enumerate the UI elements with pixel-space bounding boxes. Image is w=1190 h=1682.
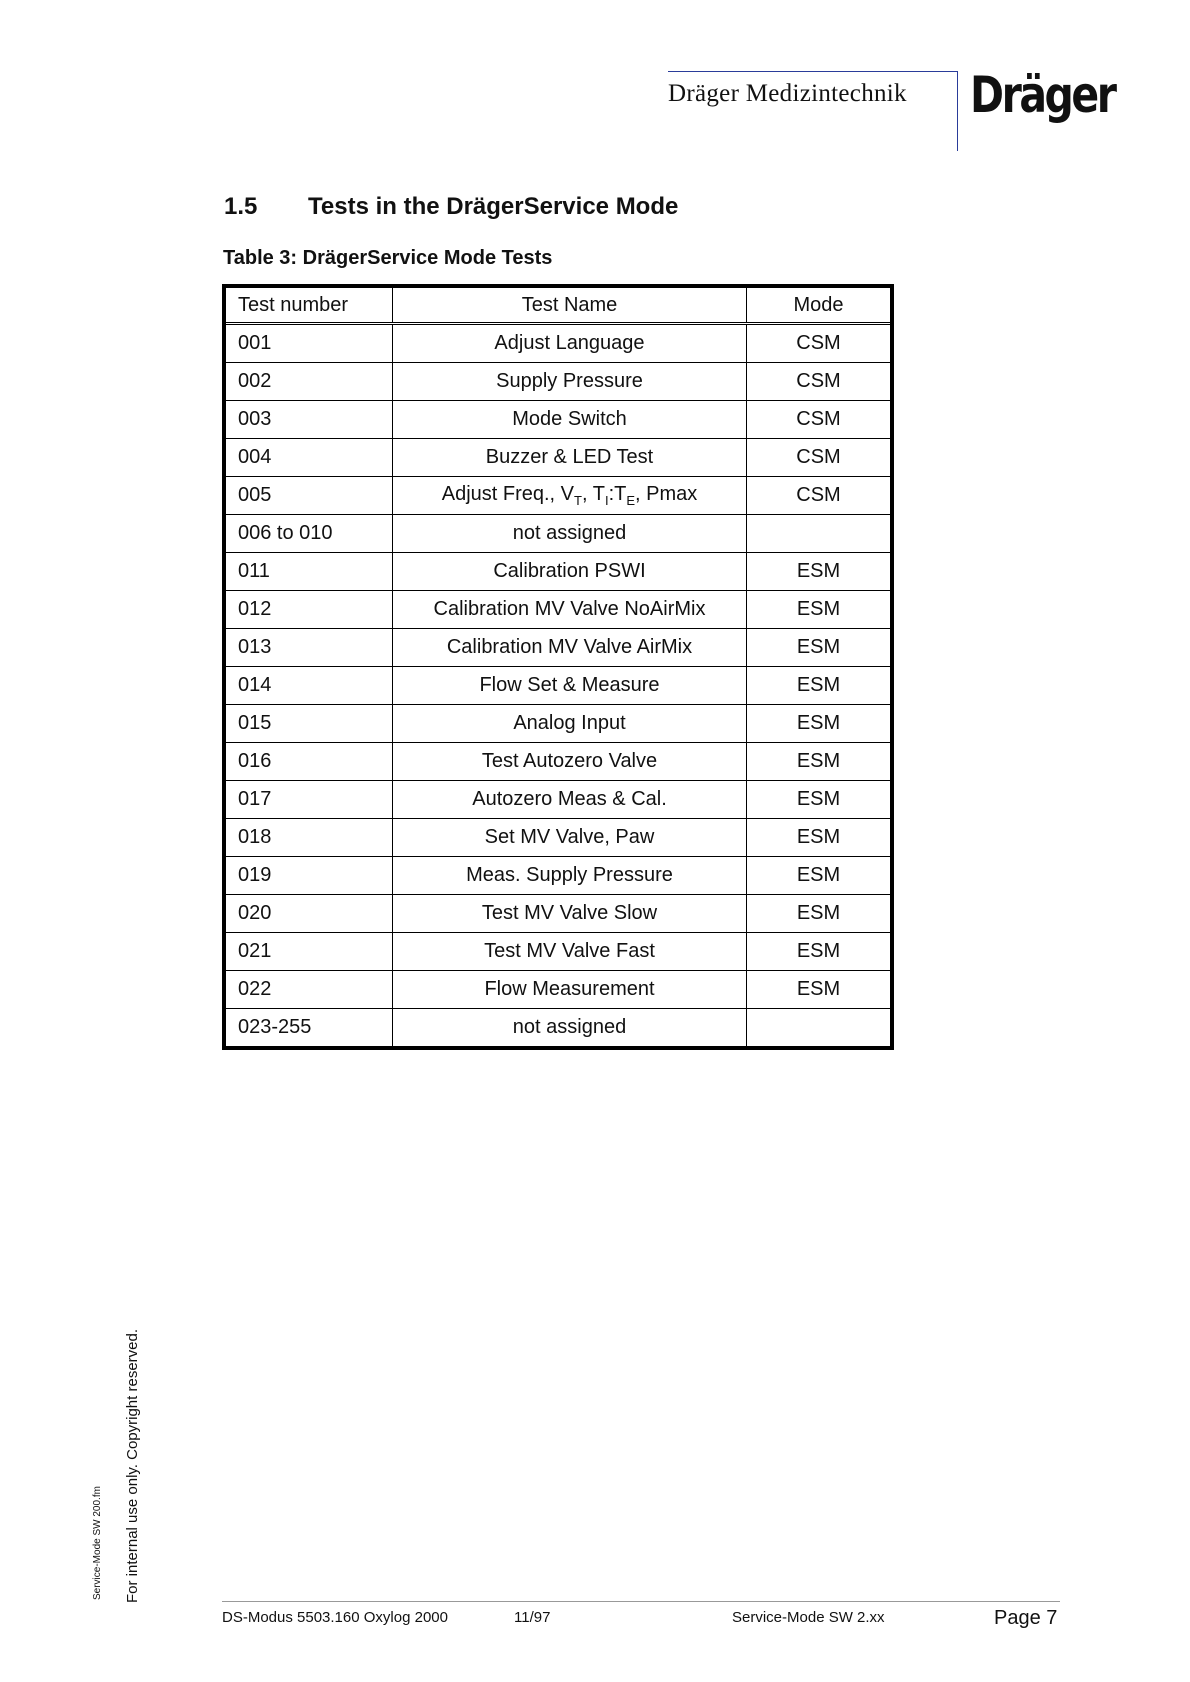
- cell-test-name: Autozero Meas & Cal.: [393, 781, 747, 819]
- footer-page-count: 11/97: [514, 1609, 551, 1626]
- cell-test-number: 004: [224, 439, 393, 477]
- cell-mode: ESM: [747, 819, 893, 857]
- cell-test-name: Mode Switch: [393, 401, 747, 439]
- cell-mode: [747, 1009, 893, 1049]
- cell-test-number: 006 to 010: [224, 515, 393, 553]
- cell-test-name: Adjust Language: [393, 324, 747, 363]
- table-row: [224, 324, 892, 363]
- cell-mode: ESM: [747, 933, 893, 971]
- cell-test-number: 011: [224, 553, 393, 591]
- cell-test-number: 002: [224, 363, 393, 401]
- table-row: [224, 401, 892, 439]
- cell-test-number: 018: [224, 819, 393, 857]
- cell-mode: CSM: [747, 439, 893, 477]
- cell-mode: ESM: [747, 667, 893, 705]
- footer-rule: [222, 1601, 1060, 1602]
- table-row: [224, 591, 892, 629]
- cell-test-name: Adjust Freq., $V_T$, $T_I:T_E$, Pmax: [393, 477, 747, 515]
- cell-test-name: Test MV Valve Fast: [393, 933, 747, 971]
- header-rule-vertical: [957, 71, 958, 151]
- cell-test-number: 013: [224, 629, 393, 667]
- cell-mode: CSM: [747, 363, 893, 401]
- footer-document: DS-Modus 5503.160 Oxylog 2000: [222, 1609, 448, 1626]
- cell-mode: ESM: [747, 629, 893, 667]
- table-row: [224, 553, 892, 591]
- footer-subject: Service-Mode SW 2.xx: [732, 1609, 885, 1626]
- table-row: [224, 857, 892, 895]
- header-test-name: Test Name: [393, 286, 747, 324]
- table-row: [224, 667, 892, 705]
- margin-copyright: For internal use only. Copyright reserved.: [124, 1328, 141, 1603]
- cell-test-number: 015: [224, 705, 393, 743]
- table-caption: Table 3: DrägerService Mode Tests: [223, 247, 553, 269]
- cell-mode: CSM: [747, 401, 893, 439]
- table-row: [224, 743, 892, 781]
- cell-mode: ESM: [747, 971, 893, 1009]
- cell-test-name: Buzzer & LED Test: [393, 439, 747, 477]
- cell-mode: ESM: [747, 781, 893, 819]
- cell-test-name: Calibration PSWI: [393, 553, 747, 591]
- cell-test-name: Meas. Supply Pressure: [393, 857, 747, 895]
- tests-table: [222, 284, 894, 1050]
- cell-test-number: 023-255: [224, 1009, 393, 1049]
- cell-mode: ESM: [747, 553, 893, 591]
- cell-mode: CSM: [747, 477, 893, 515]
- cell-test-name: Flow Measurement: [393, 971, 747, 1009]
- cell-test-number: 021: [224, 933, 393, 971]
- table-row: [224, 363, 892, 401]
- table-row: [224, 895, 892, 933]
- cell-test-name: Calibration MV Valve NoAirMix: [393, 591, 747, 629]
- table-row: [224, 1009, 892, 1049]
- table-row: [224, 629, 892, 667]
- cell-test-name: Flow Set & Measure: [393, 667, 747, 705]
- table-row: [224, 933, 892, 971]
- table-header-row: [224, 286, 892, 324]
- cell-test-number: 022: [224, 971, 393, 1009]
- cell-test-name: not assigned: [393, 515, 747, 553]
- table-row: [224, 439, 892, 477]
- footer-page-number: Page 7: [994, 1607, 1058, 1629]
- cell-test-number: 003: [224, 401, 393, 439]
- cell-test-number: 005: [224, 477, 393, 515]
- cell-mode: [747, 515, 893, 553]
- cell-mode: ESM: [747, 705, 893, 743]
- table-row: [224, 705, 892, 743]
- drager-logo: Dräger: [970, 66, 1115, 124]
- cell-test-number: 014: [224, 667, 393, 705]
- cell-mode: CSM: [747, 324, 893, 363]
- cell-test-name: Test MV Valve Slow: [393, 895, 747, 933]
- cell-test-number: 020: [224, 895, 393, 933]
- margin-filename: Service-Mode SW 200.fm: [92, 1486, 103, 1600]
- header-rule-horizontal: [668, 71, 958, 72]
- cell-test-name: Calibration MV Valve AirMix: [393, 629, 747, 667]
- cell-test-name: not assigned: [393, 1009, 747, 1049]
- company-name: Dräger Medizintechnik: [668, 80, 907, 107]
- cell-test-number: 012: [224, 591, 393, 629]
- header-test-number: Test number: [224, 286, 393, 324]
- cell-test-name: Set MV Valve, Paw: [393, 819, 747, 857]
- cell-test-name: Supply Pressure: [393, 363, 747, 401]
- table-row: [224, 971, 892, 1009]
- table-row: [224, 781, 892, 819]
- table-row: [224, 819, 892, 857]
- cell-test-number: 016: [224, 743, 393, 781]
- table-row: [224, 477, 892, 515]
- cell-test-number: 001: [224, 324, 393, 363]
- cell-test-number: 017: [224, 781, 393, 819]
- cell-mode: ESM: [747, 743, 893, 781]
- header-mode: Mode: [747, 286, 893, 324]
- section-heading: [224, 193, 678, 221]
- cell-test-name: Analog Input: [393, 705, 747, 743]
- cell-test-number: 019: [224, 857, 393, 895]
- cell-test-name: Test Autozero Valve: [393, 743, 747, 781]
- section-number: 1.5: [224, 193, 258, 220]
- cell-mode: ESM: [747, 591, 893, 629]
- cell-mode: ESM: [747, 895, 893, 933]
- section-title: Tests in the DrägerService Mode: [308, 193, 679, 220]
- table-row: [224, 515, 892, 553]
- cell-mode: ESM: [747, 857, 893, 895]
